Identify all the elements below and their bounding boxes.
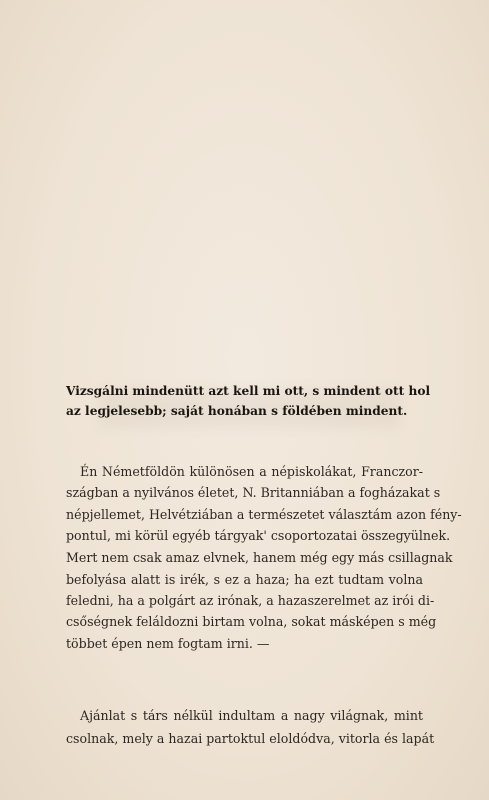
text-line: Én Németföldön különösen a népiskolákat, Franczor-	[80, 464, 423, 479]
text-line: pontul, mi körül egyéb tárgyak' csoportozatai összegyülnek.	[66, 528, 451, 543]
text-line: csolnak, mely a hazai partoktul eloldódva, vitorla és lapát	[66, 731, 435, 746]
text-line: Mert nem csak amaz elvnek, hanem még egy más csillagnak	[66, 550, 453, 565]
text-line: az legjelesebb; saját honában s földében mindent.	[66, 404, 408, 418]
text-line: feledni, ha a polgárt az irónak, a hazaszerelmet az irói di-	[66, 593, 435, 608]
text-line: Ajánlat s társ nélkül indultam a nagy világnak, mint	[80, 708, 423, 723]
text-line: népjellemet, Helvétziában a természetet választám azon fény-	[66, 507, 462, 522]
text-line: befolyása alatt is irék, s ez a haza; ha ezt tudtam volna	[66, 572, 423, 587]
text-line: csőségnek feláldozni birtam volna, sokat másképen s még	[66, 614, 437, 629]
text-line: szágban a nyilvános életet, N. Britanniában a fogházakat s	[66, 485, 441, 500]
text-line: Vizsgálni mindenütt azt kell mi ott, s mindent ott hol	[66, 384, 431, 398]
text-line: többet épen nem fogtam irni. —	[66, 636, 270, 651]
